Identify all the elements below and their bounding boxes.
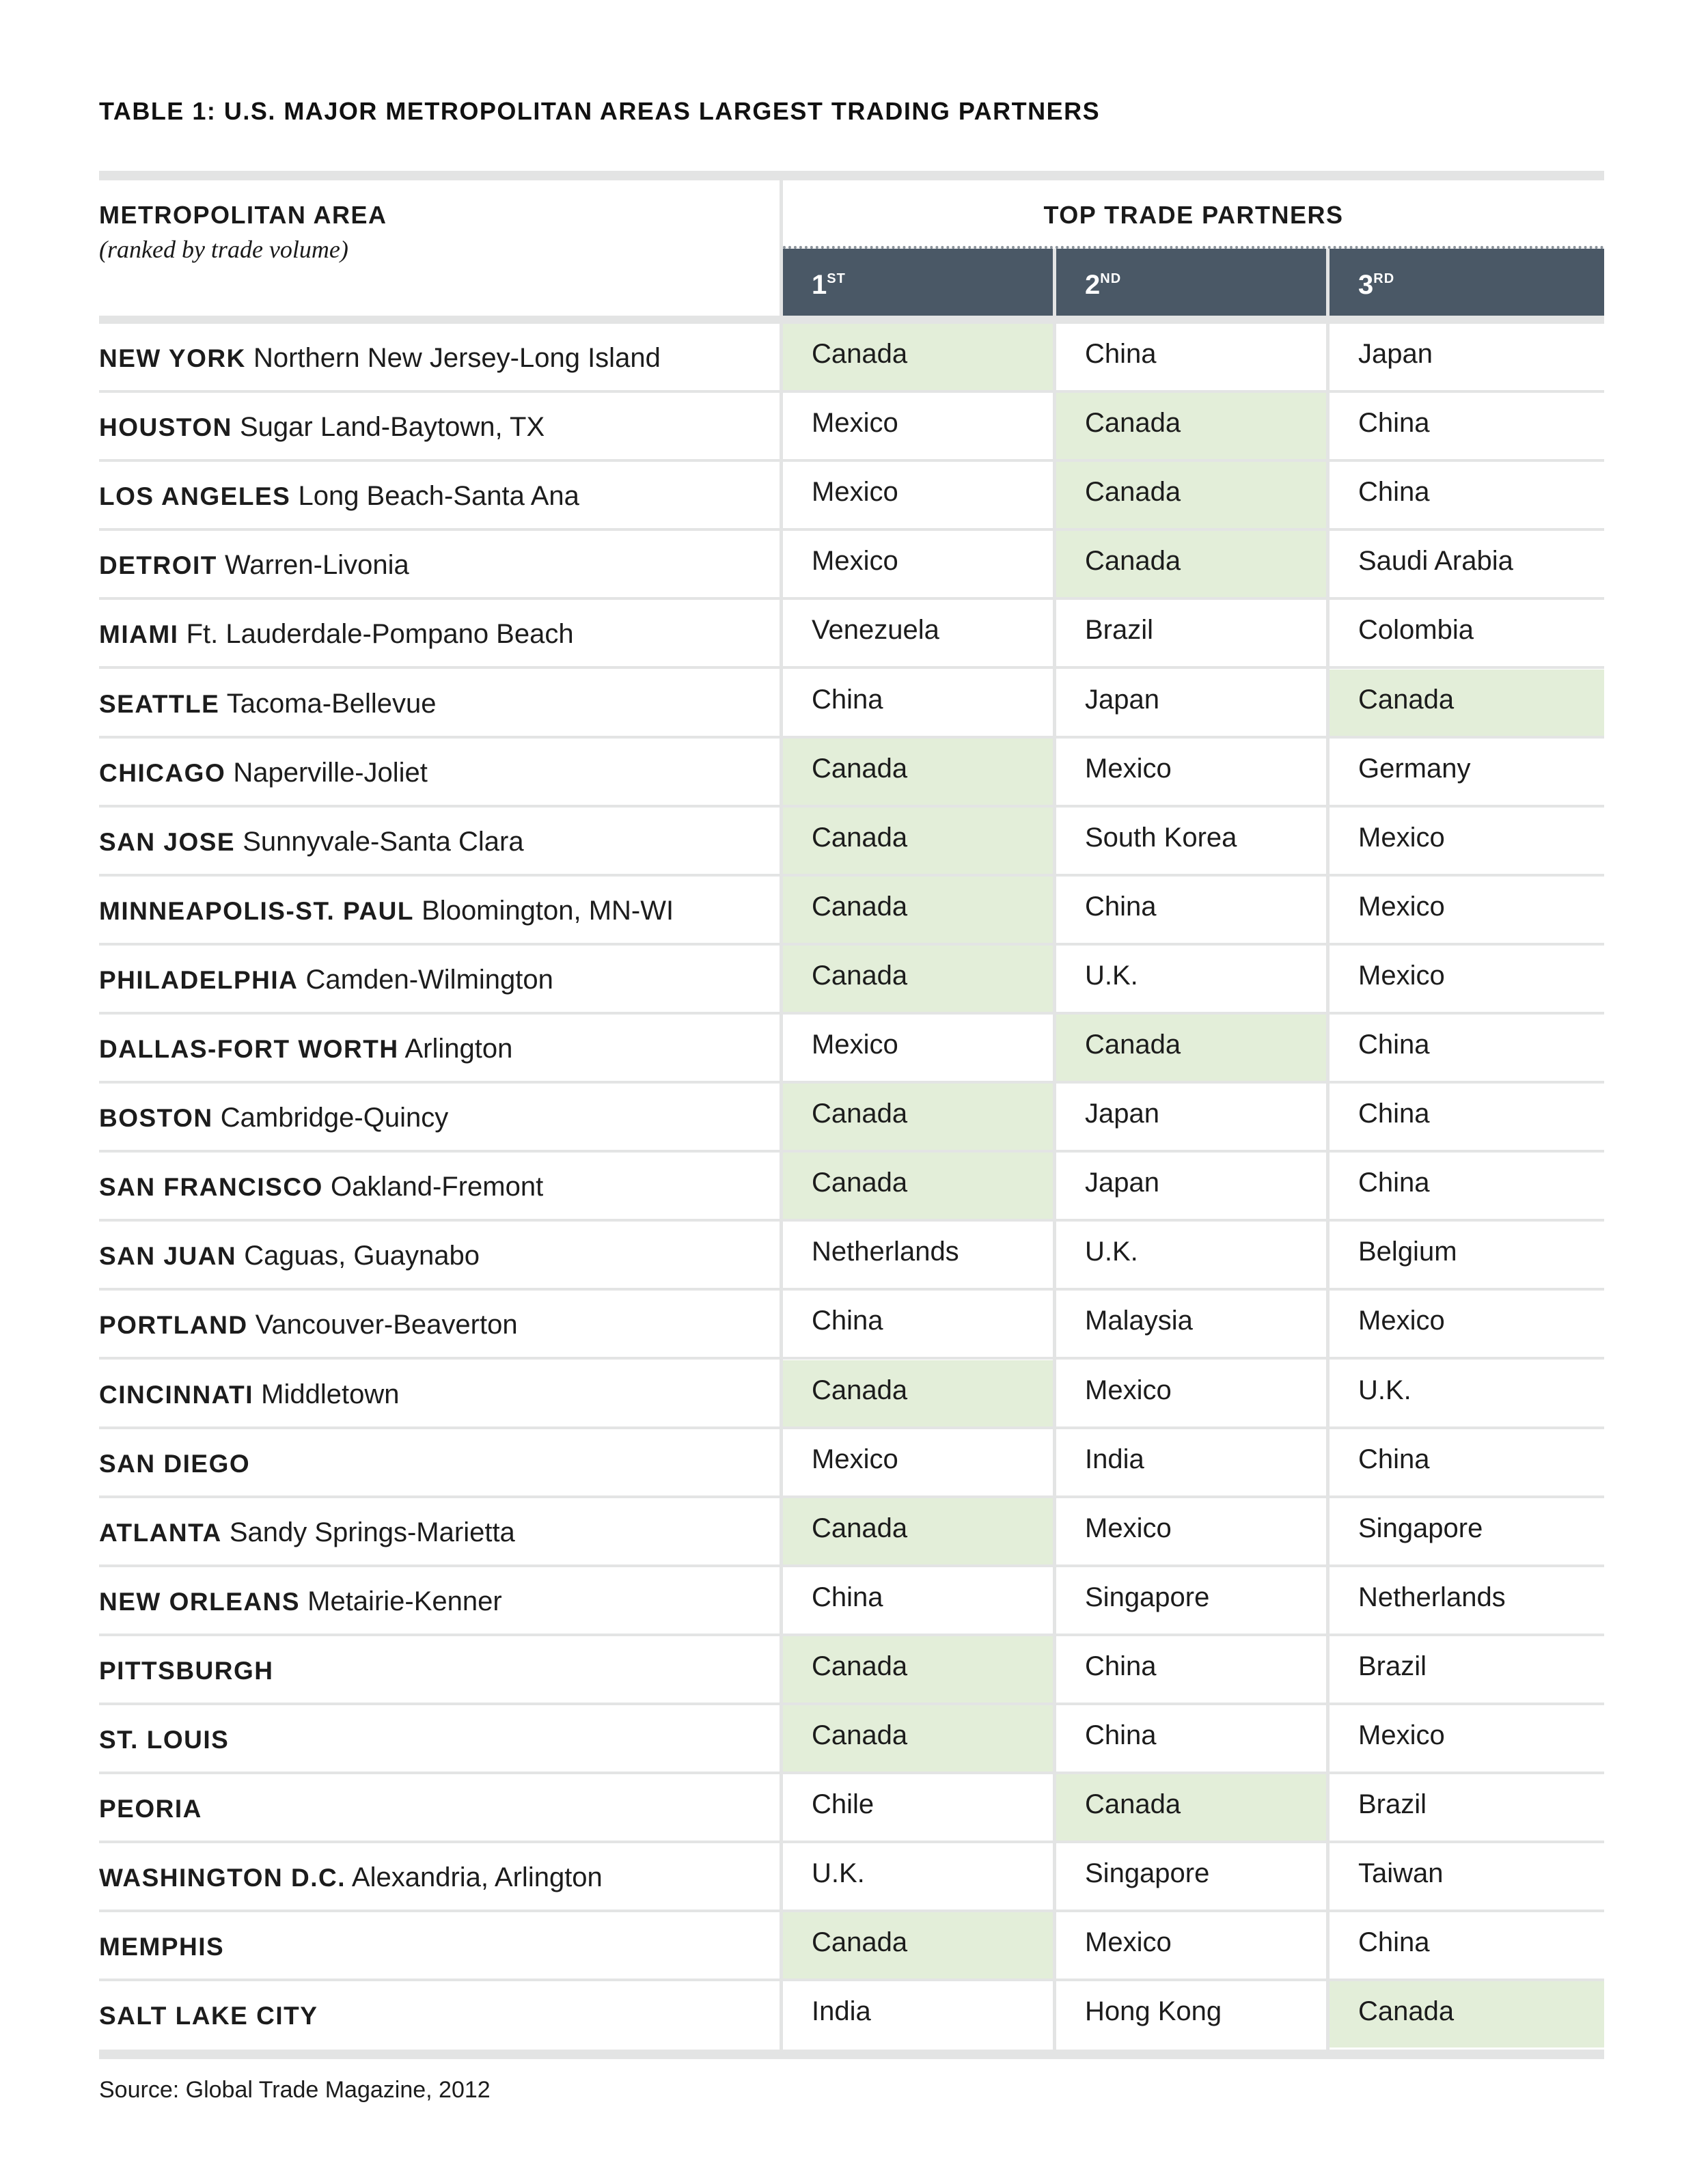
partner-name: Brazil <box>1085 615 1154 646</box>
rank-number: 1 <box>812 270 827 300</box>
partner-name: Canada <box>1358 1996 1455 2027</box>
partner-cell-rank-2 <box>1056 324 1326 390</box>
partner-cell-rank-3 <box>1330 670 1604 736</box>
partner-name: Japan <box>1085 684 1159 715</box>
area-name: Bloomington, MN-WI <box>422 895 674 926</box>
metro-area-cell <box>99 758 428 788</box>
partner-cell-rank-1 <box>783 1774 1053 1841</box>
partner-cell-rank-2 <box>1056 393 1326 459</box>
partner-cell-rank-1 <box>783 1084 1053 1150</box>
area-name: Sunnyvale-Santa Clara <box>243 826 524 857</box>
area-name: Warren-Livonia <box>225 550 409 581</box>
table-row <box>99 600 1604 669</box>
partner-name: Singapore <box>1085 1582 1210 1612</box>
metro-area-cell <box>99 1931 224 1962</box>
partner-cell-rank-2 <box>1056 670 1326 736</box>
metro-area-cell <box>99 550 409 581</box>
metro-area-cell <box>99 1517 515 1548</box>
partner-cell-rank-2 <box>1056 1360 1326 1426</box>
metro-area-cell <box>99 412 545 443</box>
rank-header-label <box>812 270 846 301</box>
partner-name: Canada <box>1358 684 1455 715</box>
partner-name: Venezuela <box>812 615 939 646</box>
partner-name: Belgium <box>1358 1237 1457 1267</box>
area-name: Cambridge-Quincy <box>220 1103 449 1133</box>
partner-cell-rank-3 <box>1330 946 1604 1012</box>
area-name: Ft. Lauderdale-Pompano Beach <box>186 619 574 650</box>
partner-name: China <box>1358 1444 1430 1474</box>
partner-cell-rank-1 <box>783 393 1053 459</box>
partner-name: Mexico <box>1358 822 1445 853</box>
area-name: Long Beach-Santa Ana <box>298 481 579 512</box>
partner-cell-rank-3 <box>1330 1981 1604 2048</box>
partner-cell-rank-3 <box>1330 600 1604 666</box>
partner-cell-rank-1 <box>783 1429 1053 1495</box>
partner-cell-rank-2 <box>1056 1981 1326 2048</box>
partner-name: Mexico <box>812 477 898 508</box>
partner-cell-rank-1 <box>783 739 1053 805</box>
table-row <box>99 1429 1604 1498</box>
source-note: Source: Global Trade Magazine, 2012 <box>99 2077 491 2103</box>
metro-area-cell <box>99 1724 229 1755</box>
table-row <box>99 1843 1604 1912</box>
partner-cell-rank-1 <box>783 1843 1053 1910</box>
table-row <box>99 324 1604 393</box>
partner-name: Brazil <box>1358 1651 1427 1681</box>
table-row <box>99 1360 1604 1429</box>
metro-area-cell <box>99 965 553 995</box>
city-name: PORTLAND <box>99 1311 248 1340</box>
city-name: WASHINGTON D.C. <box>99 1864 346 1892</box>
area-name: Middletown <box>261 1379 400 1409</box>
partner-name: Canada <box>812 891 908 922</box>
metro-area-cell <box>99 1655 274 1686</box>
partner-name: Netherlands <box>1358 1582 1506 1612</box>
partner-cell-rank-2 <box>1056 1153 1326 1219</box>
partner-cell-rank-3 <box>1330 1360 1604 1426</box>
partner-cell-rank-2 <box>1056 462 1326 528</box>
city-name: PHILADELPHIA <box>99 965 299 994</box>
partner-cell-rank-3 <box>1330 1222 1604 1288</box>
partner-name: China <box>1358 408 1430 439</box>
partner-name: Mexico <box>1085 1927 1172 1958</box>
table-row <box>99 1291 1604 1360</box>
area-name: Arlington <box>404 1034 513 1064</box>
partner-name: Japan <box>1358 339 1433 369</box>
city-name: LOS ANGELES <box>99 482 291 511</box>
partner-name: South Korea <box>1085 822 1237 853</box>
partner-cell-rank-3 <box>1330 877 1604 943</box>
partner-cell-rank-1 <box>783 1291 1053 1357</box>
partner-cell-rank-2 <box>1056 1222 1326 1288</box>
rank-header-label <box>1358 270 1394 301</box>
partner-cell-rank-1 <box>783 946 1053 1012</box>
bottom-rule <box>99 2050 1604 2059</box>
partner-cell-rank-2 <box>1056 739 1326 805</box>
partner-name: Canada <box>812 339 908 369</box>
partner-name: Canada <box>812 1651 908 1681</box>
partner-cell-rank-1 <box>783 1636 1053 1703</box>
area-name: Alexandria, Arlington <box>351 1862 603 1893</box>
partner-cell-rank-2 <box>1056 600 1326 666</box>
partner-name: Mexico <box>1358 1306 1445 1336</box>
metro-area-cell <box>99 1241 480 1271</box>
city-name: SALT LAKE CITY <box>99 2002 318 2030</box>
partner-name: China <box>1085 891 1157 922</box>
partner-cell-rank-3 <box>1330 324 1604 390</box>
partner-cell-rank-3 <box>1330 1291 1604 1357</box>
partner-name: China <box>812 1306 883 1336</box>
partner-name: Mexico <box>812 1030 898 1060</box>
partner-name: Canada <box>812 1375 908 1405</box>
city-name: CINCINNATI <box>99 1380 254 1409</box>
partner-name: China <box>1358 1168 1430 1198</box>
partner-cell-rank-1 <box>783 1567 1053 1634</box>
partner-name: Canada <box>812 960 908 991</box>
partner-cell-rank-3 <box>1330 1498 1604 1564</box>
partner-name: Singapore <box>1358 1513 1483 1543</box>
area-name: Camden-Wilmington <box>305 964 553 995</box>
partner-name: China <box>1358 1927 1430 1958</box>
partner-name: China <box>1085 339 1157 369</box>
area-name: Naperville-Joliet <box>233 757 428 788</box>
partner-cell-rank-2 <box>1056 1636 1326 1703</box>
city-name: DETROIT <box>99 551 217 580</box>
partner-cell-rank-3 <box>1330 1705 1604 1772</box>
city-name: BOSTON <box>99 1104 213 1133</box>
city-name: SAN JOSE <box>99 827 236 856</box>
partner-cell-rank-1 <box>783 808 1053 874</box>
area-name: Metairie-Kenner <box>307 1586 502 1616</box>
partner-cell-rank-1 <box>783 1981 1053 2048</box>
partner-cell-rank-3 <box>1330 1567 1604 1634</box>
partner-name: Colombia <box>1358 615 1474 646</box>
partner-cell-rank-1 <box>783 324 1053 390</box>
partner-name: Netherlands <box>812 1237 959 1267</box>
partner-name: China <box>1085 1651 1157 1681</box>
partner-cell-rank-2 <box>1056 1429 1326 1495</box>
table-row <box>99 1084 1604 1153</box>
table-row <box>99 1498 1604 1567</box>
partner-name: India <box>1085 1444 1144 1474</box>
partner-name: China <box>1358 1099 1430 1129</box>
partner-name: India <box>812 1996 871 2027</box>
city-name: SAN FRANCISCO <box>99 1173 323 1202</box>
partner-cell-rank-1 <box>783 1498 1053 1564</box>
table-row <box>99 808 1604 877</box>
table-row <box>99 1222 1604 1291</box>
partner-cell-rank-1 <box>783 1912 1053 1979</box>
partner-cell-rank-2 <box>1056 531 1326 597</box>
partner-cell-rank-1 <box>783 1705 1053 1772</box>
city-name: MEMPHIS <box>99 1933 225 1961</box>
area-name: Oakland-Fremont <box>330 1172 544 1202</box>
table-row <box>99 946 1604 1015</box>
partner-cell-rank-3 <box>1330 739 1604 805</box>
partner-cell-rank-2 <box>1056 808 1326 874</box>
partner-name: Canada <box>812 753 908 784</box>
table-row <box>99 1636 1604 1705</box>
partner-name: Mexico <box>1358 960 1445 991</box>
partner-cell-rank-1 <box>783 670 1053 736</box>
area-name: Sugar Land-Baytown, TX <box>239 412 545 443</box>
table-row <box>99 739 1604 808</box>
metro-area-cell <box>99 896 674 926</box>
partner-cell-rank-2 <box>1056 1084 1326 1150</box>
partner-cell-rank-3 <box>1330 808 1604 874</box>
partner-cell-rank-1 <box>783 1153 1053 1219</box>
column-divider-3 <box>1326 249 1330 2052</box>
metro-area-cell <box>99 689 437 719</box>
partner-name: Canada <box>1085 477 1181 508</box>
partner-name: China <box>1085 1720 1157 1750</box>
partner-name: China <box>1358 1030 1430 1060</box>
table-row <box>99 462 1604 531</box>
area-name: Tacoma-Bellevue <box>226 688 437 719</box>
metro-area-header: METROPOLITAN AREA <box>99 201 387 229</box>
city-name: DALLAS-FORT WORTH <box>99 1035 399 1063</box>
partner-cell-rank-3 <box>1330 1636 1604 1703</box>
rank-suffix: RD <box>1373 271 1395 286</box>
partner-name: Mexico <box>1358 1720 1445 1750</box>
partner-name: Canada <box>812 1168 908 1198</box>
partner-cell-rank-3 <box>1330 531 1604 597</box>
partner-name: Canada <box>812 1927 908 1958</box>
city-name: PEORIA <box>99 1795 202 1823</box>
rank-suffix: ND <box>1100 271 1122 286</box>
partner-name: China <box>1358 477 1430 508</box>
partner-name: Canada <box>812 1099 908 1129</box>
partner-name: Canada <box>812 1513 908 1543</box>
city-name: NEW YORK <box>99 344 246 372</box>
city-name: HOUSTON <box>99 413 232 442</box>
metro-area-cell <box>99 1103 448 1133</box>
partner-cell-rank-1 <box>783 877 1053 943</box>
partner-cell-rank-3 <box>1330 1429 1604 1495</box>
metro-area-cell <box>99 2000 318 2031</box>
partner-cell-rank-1 <box>783 531 1053 597</box>
table-row <box>99 1912 1604 1981</box>
table-row <box>99 1153 1604 1222</box>
metro-area-cell <box>99 1379 399 1410</box>
city-name: SEATTLE <box>99 689 220 718</box>
partner-name: U.K. <box>1358 1375 1411 1405</box>
top-rule <box>99 171 1604 180</box>
partner-name: U.K. <box>812 1858 865 1889</box>
top-trade-partners-header: TOP TRADE PARTNERS <box>1043 201 1344 229</box>
partner-cell-rank-3 <box>1330 393 1604 459</box>
partner-name: Saudi Arabia <box>1358 546 1513 577</box>
metro-area-cell <box>99 619 574 650</box>
partner-name: Canada <box>812 822 908 853</box>
partner-name: U.K. <box>1085 960 1138 991</box>
area-name: Northern New Jersey-Long Island <box>253 343 661 373</box>
partner-cell-rank-1 <box>783 1360 1053 1426</box>
metro-area-cell <box>99 1310 518 1340</box>
area-name: Sandy Springs-Marietta <box>229 1517 515 1547</box>
partner-cell-rank-1 <box>783 1015 1053 1081</box>
partner-cell-rank-3 <box>1330 1015 1604 1081</box>
partner-name: Chile <box>812 1789 874 1820</box>
column-divider-2 <box>1053 249 1056 2052</box>
partner-name: China <box>812 1582 883 1612</box>
table-title: TABLE 1: U.S. MAJOR METROPOLITAN AREAS LARGEST TRADING PARTNERS <box>99 97 1101 125</box>
partner-cell-rank-2 <box>1056 1015 1326 1081</box>
table-row <box>99 1774 1604 1843</box>
metro-area-cell <box>99 1034 512 1064</box>
partner-name: Mexico <box>1085 1513 1172 1543</box>
partner-cell-rank-1 <box>783 462 1053 528</box>
city-name: PITTSBURGH <box>99 1656 274 1685</box>
partner-name: Canada <box>1085 546 1181 577</box>
partner-name: China <box>812 684 883 715</box>
table-row <box>99 1567 1604 1636</box>
metro-area-cell <box>99 481 579 512</box>
table-row <box>99 393 1604 462</box>
partner-cell-rank-2 <box>1056 1705 1326 1772</box>
partner-cell-rank-1 <box>783 600 1053 666</box>
table-row <box>99 1015 1604 1084</box>
table-row <box>99 877 1604 946</box>
partner-name: Canada <box>1085 1030 1181 1060</box>
metro-area-cell <box>99 1586 502 1617</box>
metro-area-cell <box>99 1862 603 1893</box>
metro-area-subheader: (ranked by trade volume) <box>99 236 348 263</box>
partner-cell-rank-3 <box>1330 1912 1604 1979</box>
partner-cell-rank-2 <box>1056 946 1326 1012</box>
table-row <box>99 1981 1604 2050</box>
partner-name: Hong Kong <box>1085 1996 1222 2027</box>
partner-name: Canada <box>1085 408 1181 439</box>
partner-name: Mexico <box>1358 891 1445 922</box>
partner-name: Mexico <box>812 1444 898 1474</box>
city-name: NEW ORLEANS <box>99 1587 300 1616</box>
partner-cell-rank-2 <box>1056 1567 1326 1634</box>
column-divider-1 <box>780 180 783 2052</box>
table-row <box>99 670 1604 739</box>
partner-cell-rank-2 <box>1056 1498 1326 1564</box>
header-bottom-rule <box>99 316 1604 324</box>
metro-area-cell <box>99 827 524 857</box>
partner-cell-rank-2 <box>1056 1912 1326 1979</box>
metro-area-cell <box>99 1793 202 1824</box>
rank-number: 3 <box>1358 270 1374 300</box>
partner-cell-rank-3 <box>1330 1843 1604 1910</box>
partner-name: Mexico <box>1085 753 1172 784</box>
partner-name: Malaysia <box>1085 1306 1193 1336</box>
city-name: ST. LOUIS <box>99 1726 230 1754</box>
partner-cell-rank-2 <box>1056 1774 1326 1841</box>
partner-cell-rank-3 <box>1330 1084 1604 1150</box>
city-name: SAN DIEGO <box>99 1449 251 1478</box>
partner-name: Mexico <box>812 408 898 439</box>
metro-area-cell <box>99 1172 543 1202</box>
partner-cell-rank-2 <box>1056 1843 1326 1910</box>
partner-name: Japan <box>1085 1168 1159 1198</box>
partner-name: Germany <box>1358 753 1471 784</box>
table-row <box>99 531 1604 600</box>
city-name: MINNEAPOLIS-ST. PAUL <box>99 896 414 925</box>
partner-name: U.K. <box>1085 1237 1138 1267</box>
rank-suffix: ST <box>827 271 846 286</box>
city-name: SAN JUAN <box>99 1242 237 1271</box>
partner-cell-rank-2 <box>1056 877 1326 943</box>
partner-cell-rank-1 <box>783 1222 1053 1288</box>
table-row <box>99 1705 1604 1774</box>
partner-cell-rank-3 <box>1330 1153 1604 1219</box>
partner-name: Canada <box>1085 1789 1181 1820</box>
city-name: MIAMI <box>99 620 179 649</box>
metro-area-cell <box>99 343 661 374</box>
area-name: Caguas, Guaynabo <box>244 1241 480 1271</box>
partner-name: Canada <box>812 1720 908 1750</box>
partner-name: Taiwan <box>1358 1858 1444 1889</box>
rank-number: 2 <box>1085 270 1101 300</box>
partner-name: Mexico <box>1085 1375 1172 1405</box>
partner-cell-rank-2 <box>1056 1291 1326 1357</box>
partner-name: Brazil <box>1358 1789 1427 1820</box>
partner-cell-rank-3 <box>1330 462 1604 528</box>
partner-name: Singapore <box>1085 1858 1210 1889</box>
city-name: CHICAGO <box>99 758 226 787</box>
rank-header-label <box>1085 270 1121 301</box>
partner-cell-rank-3 <box>1330 1774 1604 1841</box>
metro-area-cell <box>99 1448 250 1479</box>
partner-name: Mexico <box>812 546 898 577</box>
partner-name: Japan <box>1085 1099 1159 1129</box>
area-name: Vancouver-Beaverton <box>255 1310 518 1340</box>
city-name: ATLANTA <box>99 1518 222 1547</box>
